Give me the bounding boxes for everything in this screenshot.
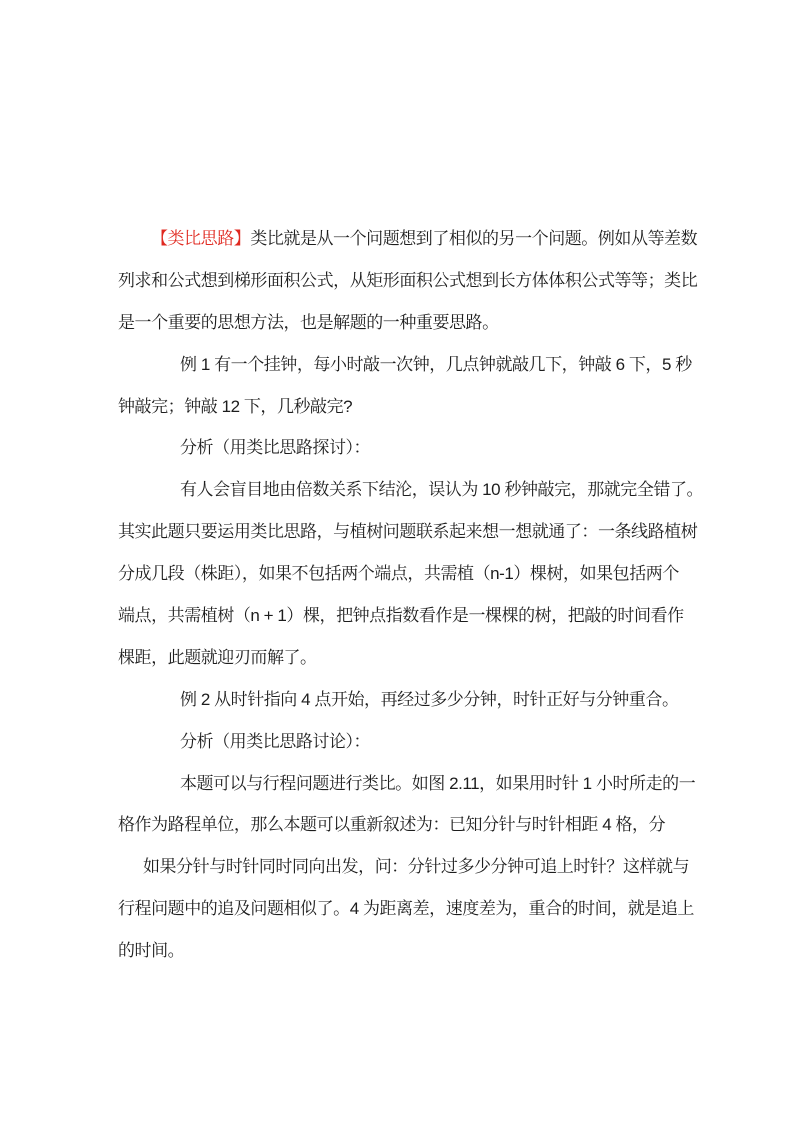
analysis2-label-line: 分析（用类比思路讨论）： bbox=[180, 731, 371, 751]
example1-line: 例 1 有一个挂钟，每小时敲一次钟，几点钟就敲几下，钟敲 6 下，5 秒 bbox=[180, 354, 692, 374]
text-line: 分成几段（株距），如果不包括两个端点，共需植（n-1）棵树，如果包括两个 bbox=[118, 564, 679, 584]
text-line: 如果分针与时针同时同向出发，问：分针过多少分钟可追上时针？这样就与 bbox=[143, 857, 690, 877]
section-label-red: 【类比思路】 bbox=[151, 229, 251, 248]
text-line: 端点，共需植树（n + 1）棵，把钟点指数看作是一棵棵的树，把敲的时间看作 bbox=[118, 606, 684, 626]
text-line: 是一个重要的思想方法，也是解题的一种重要思路。 bbox=[118, 312, 499, 332]
text-line: 钟敲完；钟敲 12 下，几秒敲完? bbox=[118, 396, 353, 416]
analysis1-label-line: 分析（用类比思路探讨）： bbox=[180, 438, 371, 458]
text-line: 格作为路程单位，那么本题可以重新叙述为：已知分针与时针相距 4 格，分 bbox=[118, 815, 666, 835]
text-line: 类比就是从一个问题想到了相似的另一个问题。例如从等差数 bbox=[250, 229, 698, 248]
document-text-block bbox=[118, 218, 703, 972]
example2-line: 例 2 从时针指向 4 点开始，再经过多少分钟，时针正好与分钟重合。 bbox=[180, 689, 679, 709]
text-line: 本题可以与行程问题进行类比。如图 2.11，如果用时针 1 小时所走的一 bbox=[180, 773, 696, 793]
text-line: 有人会盲目地由倍数关系下结沦，误认为 10 秒钟敲完，那就完全错了。 bbox=[180, 480, 704, 500]
text-line: 其实此题只要运用类比思路，与植树问题联系起来想一想就通了：一条线路植树 bbox=[118, 522, 698, 542]
paragraph-intro-line bbox=[118, 218, 703, 260]
text-line: 棵距，此题就迎刃而解了。 bbox=[118, 647, 317, 667]
text-line: 列求和公式想到梯形面积公式，从矩形面积公式想到长方体体积公式等等；类比 bbox=[118, 270, 698, 290]
text-line: 行程问题中的追及问题相似了。4 为距离差，速度差为，重合的时间，就是追上 bbox=[118, 899, 694, 919]
text-line: 的时间。 bbox=[118, 941, 185, 961]
